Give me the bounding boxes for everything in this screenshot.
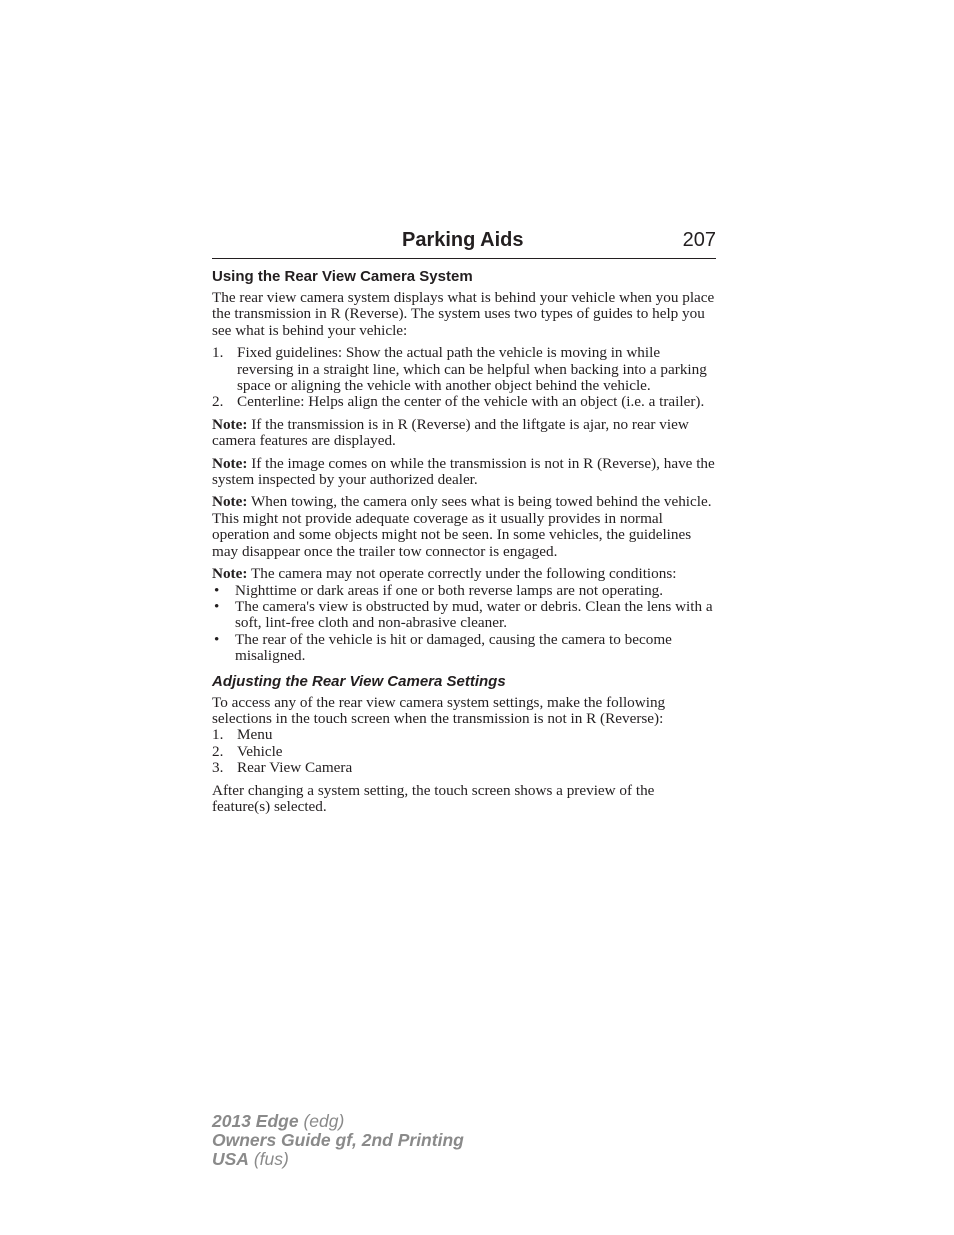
note-label: Note:	[212, 415, 248, 433]
note-paragraph: Note: If the transmission is in R (Reverse) and the liftgate is ajar, no rear view camera features are displayed.	[212, 415, 689, 450]
list-item: • Nighttime or dark areas if one or both reverse lamps are not operating.	[214, 581, 664, 599]
page-header	[212, 228, 716, 259]
note-paragraph: Note: If the image comes on while the transmission is not in R (Reverse), have the system inspected by your authorized dealer.	[212, 454, 715, 489]
section-intro: To access any of the rear view camera system settings, make the following selections in the touch screen when the transmission is not in R (Reverse):	[212, 693, 666, 727]
footer-market-line: USA (fus)	[212, 1149, 289, 1169]
list-item: 2. Vehicle	[212, 742, 283, 760]
list-item: • The rear of the vehicle is hit or damaged, causing the camera to become misaligned.	[214, 630, 672, 665]
chapter-title: Parking Aids	[402, 229, 524, 251]
note-label: Note:	[212, 565, 248, 583]
page-footer	[212, 1112, 464, 1169]
menu-steps-list	[212, 727, 716, 776]
page-number: 207	[682, 229, 716, 251]
list-item: 3. Rear View Camera	[212, 759, 353, 777]
closing-paragraph: After changing a system setting, the touch screen shows a preview of the feature(s) selected.	[212, 781, 655, 815]
footer-model-line: 2013 Edge (edg)	[212, 1111, 345, 1131]
note-label: Note:	[212, 454, 248, 472]
section-heading-using-camera: Using the Rear View Camera System	[212, 268, 473, 285]
list-item: 1. Fixed guidelines: Show the actual path the vehicle is moving in while reversing in a straight line, which can be helpful when backing into a parking space or aligning the vehicle with another object behind the vehicle.	[212, 344, 707, 395]
note-paragraph: Note: The camera may not operate correctly under the following conditions:	[212, 565, 677, 583]
guide-types-list	[212, 345, 716, 411]
note-paragraph: Note: When towing, the camera only sees what is being towed behind the vehicle. This might not provide adequate coverage as it usually provides in normal operation and some objects might not be seen. In some vehicles, the guidelines may disappear once the trailer tow connector is engaged.	[212, 493, 712, 560]
section-heading-adjusting-settings: Adjusting the Rear View Camera Settings	[212, 672, 506, 690]
list-item: 1. Menu	[212, 726, 273, 744]
footer-printing-line: Owners Guide gf, 2nd Printing	[212, 1130, 464, 1150]
list-item: • The camera's view is obstructed by mud, water or debris. Clean the lens with a soft, lint-free cloth and non-abrasive cleaner.	[214, 597, 713, 632]
note-label: Note:	[212, 493, 248, 511]
manual-page	[212, 228, 716, 821]
conditions-list	[212, 583, 716, 665]
list-item: 2. Centerline: Helps align the center of the vehicle with an object (i.e. a trailer).	[212, 393, 705, 411]
section-intro: The rear view camera system displays what is behind your vehicle when you place the transmission in R (Reverse). The system uses two types of guides to help you see what is behind your vehicle:	[212, 289, 715, 339]
